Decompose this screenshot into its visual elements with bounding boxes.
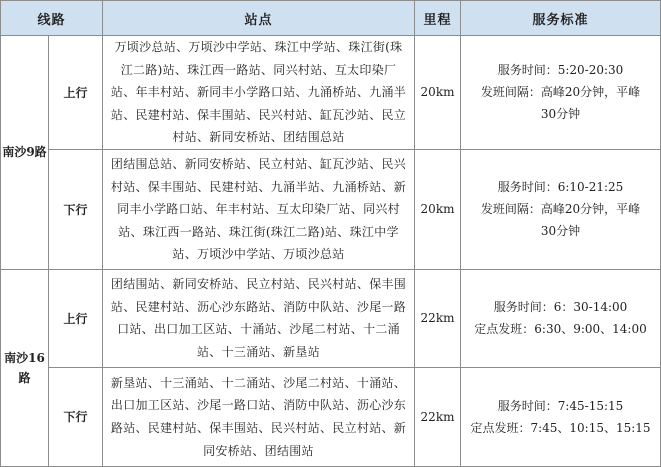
header-stations: 站点 [103,1,415,36]
scheduled-departures-line: 定点发班：7:45、10:15、15:15 [470,420,651,435]
header-service: 服务标准 [461,1,661,36]
service-time-line: 服务时间：7:45-15:15 [497,398,624,413]
table-row [1,149,661,269]
distance-value: 20km [415,149,461,269]
stations-list: 团结围站、新同安桥站、民立村站、民兴村站、保丰围站、民建村站、沥心沙东路站、消防中队站、沙尾一路口站、出口加工区站、十涌站、沙尾二村站、十二涌站、十三涌站、新垦站 [103,269,415,367]
table-row [1,367,661,466]
distance-value: 20km [415,36,461,150]
direction-up: 上行 [49,269,103,367]
service-interval-line: 发班间隔：高峰20分钟，平峰 [480,85,641,100]
header-route: 线路 [1,1,103,36]
table-row [1,269,661,367]
service-time-line: 服务时间：6：30-14:00 [493,300,628,315]
route-name-9: 南沙9路 [1,36,49,270]
service-interval-cont: 30分钟 [540,107,581,122]
table-header-row [1,1,661,36]
distance-value: 22km [415,367,461,466]
scheduled-departures-line: 定点发班：6:30、9:00、14:00 [474,322,647,337]
direction-down: 下行 [49,149,103,269]
direction-up: 上行 [49,36,103,150]
distance-value: 22km [415,269,461,367]
service-interval-line: 发班间隔：高峰20分钟，平峰 [480,202,641,217]
service-standard [461,36,661,150]
route-name-16: 南沙16路 [1,269,49,466]
stations-list: 新垦站、十三涌站、十二涌站、沙尾二村站、十涌站、出口加工区站、沙尾一路口站、消防中队站、沥心沙东路站、民建村站、保丰围站、民兴村站、民立村站、新同安桥站、团结围站 [103,367,415,466]
service-time-line: 服务时间：6:10-21:25 [497,180,624,195]
service-interval-cont: 30分钟 [540,224,581,239]
header-distance: 里程 [415,1,461,36]
stations-list: 团结围总站、新同安桥站、民立村站、缸瓦沙站、民兴村站、保丰围站、民建村站、九涌半站、九涌桥站、新同丰小学路口站、年丰村站、互太印染厂站、同兴村站、珠江西一路站、珠江街(珠江二路)站、珠江中学站、万顷沙中学站、万顷沙总站 [103,149,415,269]
direction-down: 下行 [49,367,103,466]
table-row [1,36,661,150]
service-time-line: 服务时间：5:20-20:30 [497,63,624,78]
service-standard [461,367,661,466]
service-standard [461,149,661,269]
stations-list: 万顷沙总站、万顷沙中学站、珠江中学站、珠江街(珠江二路)站、珠江西一路站、同兴村站、互太印染厂站、年丰村站、新同丰小学路口站、九涌桥站、九涌半站、民建村站、保丰围站、民兴村站、缸瓦沙站、民立村站、新同安桥站、团结围总站 [103,36,415,150]
service-standard [461,269,661,367]
